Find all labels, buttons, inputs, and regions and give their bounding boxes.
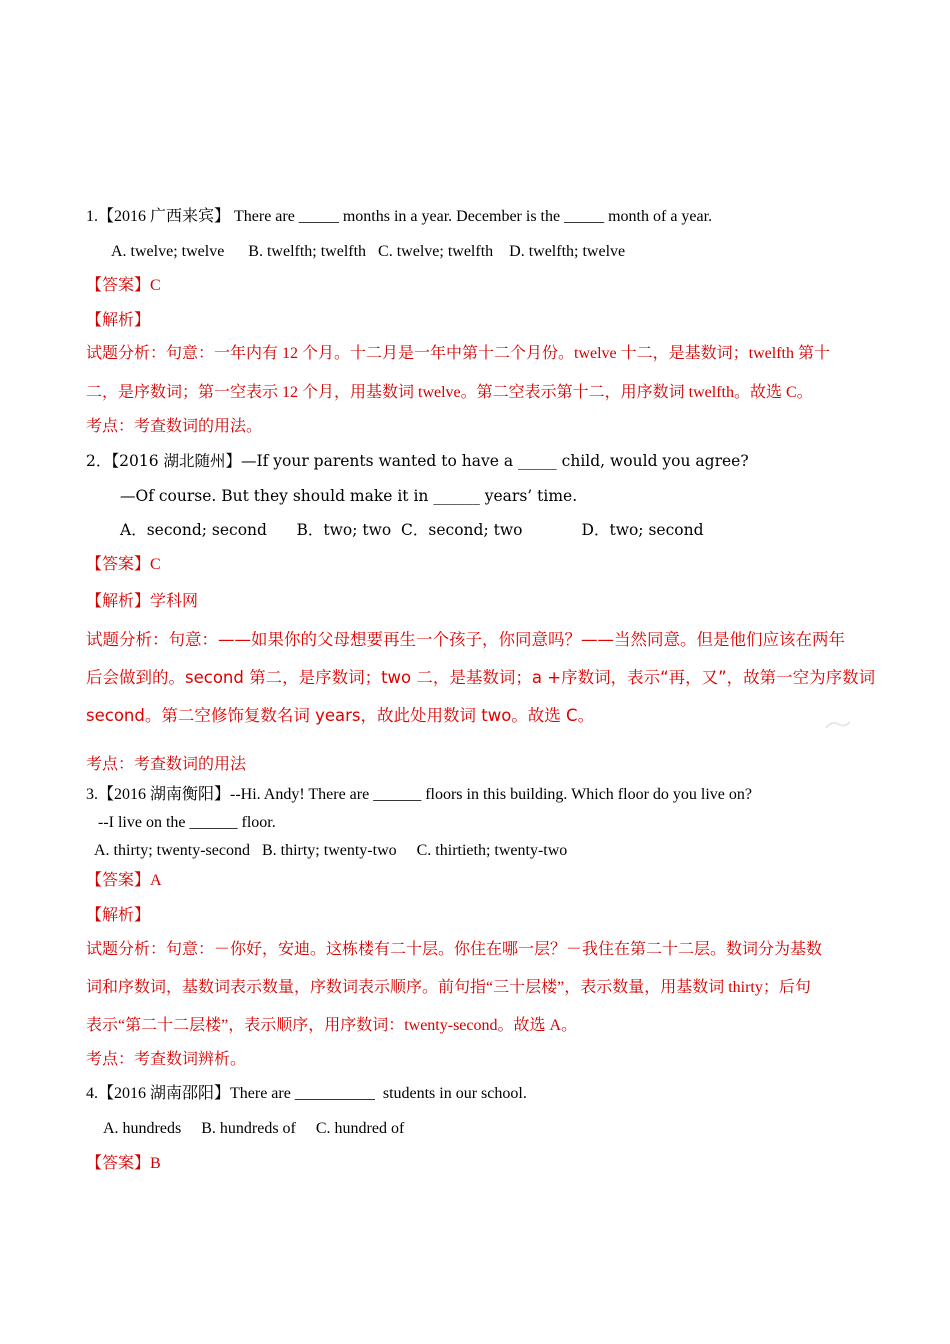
q1-analysis-label: 【解析】 (86, 312, 151, 329)
q3-analysis-line-1: 试题分析：句意：－你好，安迪。这栋楼有二十层。你住在哪一层？－我住在第二十二层。数词分为基数 (86, 941, 823, 958)
q2-stem: 2．【2016 湖北随州】—If your parents wanted to have a _____ child, would you agree? (86, 452, 749, 470)
q1-options: A. twelve; twelve B. twelfth; twelfth C. twelve; twelfth D. twelfth; twelve (111, 243, 626, 260)
q3-stem: 3.【2016 湖南衡阳】--Hi. Andy! There are ______ floors in this building. Which floor do you live on? (86, 786, 752, 803)
q1-analysis-line-1: 试题分析：句意：一年内有 12 个月。十二月是一年中第十二个月份。twelve 十二，是基数词；twelfth 第十 (86, 345, 830, 362)
q2-point: 考点：考查数词的用法 (86, 756, 247, 773)
q1-stem: 1.【2016 广西来宾】 There are _____ months in a year. December is the _____ month of a year. (86, 208, 713, 225)
q2-stem-2: —Of course. But they should make it in ______ years’ time. (120, 487, 578, 505)
q2-analysis-line-1: 试题分析：句意：——如果你的父母想要再生一个孩子，你同意吗？——当然同意。但是他们应该在两年 (86, 630, 845, 649)
q3-analysis-line-3: 表示“第二十二层楼”，表示顺序，用序数词：twenty-second。故选 A。 (86, 1017, 578, 1034)
decorative-mark-icon (824, 718, 852, 732)
q3-options: A. thirty; twenty-second B. thirty; twenty-two C. thirtieth; twenty-two (94, 842, 568, 859)
q4-answer: 【答案】B (86, 1155, 161, 1172)
q2-analysis-line-2: 后会做到的。second 第二，是序数词；two 二，是基数词；a +序数词，表示“再，又”，故第一空为序数词 (86, 668, 876, 687)
q2-analysis-label: 【解析】学科网 (86, 591, 199, 610)
q2-options: A．second; second B．two; two C．second; two D．two; second (120, 521, 704, 539)
q3-analysis-label: 【解析】 (86, 907, 151, 924)
q1-point: 考点：考查数词的用法。 (86, 418, 263, 435)
q4-options: A. hundreds B. hundreds of C. hundred of (103, 1120, 405, 1137)
q2-analysis-line-3: second。第二空修饰复数名词 years，故此处用数词 two。故选 C。 (86, 706, 595, 725)
q1-analysis-line-2: 二，是序数词；第一空表示 12 个月，用基数词 twelve。第二空表示第十二，用序数词 twelfth。故选 C。 (86, 384, 813, 401)
q3-point: 考点：考查数词辨析。 (86, 1051, 247, 1068)
q2-answer: 【答案】C (86, 556, 161, 573)
q3-answer: 【答案】A (86, 872, 162, 889)
q3-stem-2: --I live on the ______ floor. (98, 814, 276, 831)
q4-stem: 4.【2016 湖南邵阳】There are __________ students in our school. (86, 1085, 527, 1102)
q1-answer: 【答案】C (86, 277, 161, 294)
q3-analysis-line-2: 词和序数词，基数词表示数量，序数词表示顺序。前句指“三十层楼”，表示数量，用基数词 thirty；后句 (86, 979, 811, 996)
